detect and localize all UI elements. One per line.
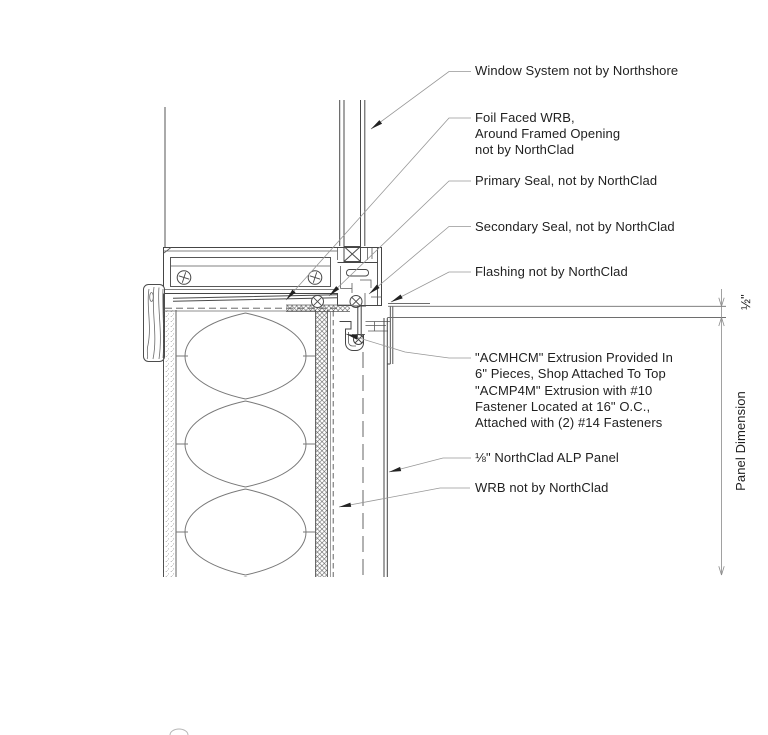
label-alp-panel: ⅛" NorthClad ALP Panel	[475, 450, 619, 465]
gasket-fastener-left	[312, 296, 324, 308]
batt-insulation	[176, 312, 315, 577]
leader-extrusion-note	[346, 334, 471, 358]
label-line: 6" Pieces, Shop Attached To Top	[475, 366, 666, 382]
label-primary-seal: Primary Seal, not by NorthClad	[475, 173, 658, 188]
panel-extrusion	[340, 306, 393, 364]
label-foil-faced-wrb	[475, 110, 620, 158]
wall-assembly	[164, 294, 364, 578]
dimension-lines	[719, 289, 724, 575]
label-panel-dimension: Panel Dimension	[733, 391, 748, 491]
leader-flashing	[391, 272, 471, 302]
alp-panel-face	[384, 318, 387, 577]
label-line: Attached with (2) #14 Fasteners	[475, 415, 663, 431]
label-extrusion-note	[475, 350, 673, 431]
leader-foil-faced	[286, 118, 471, 300]
sill-flashing	[165, 295, 362, 312]
label-line: Around Framed Opening	[475, 126, 621, 141]
leader-secondary-seal	[369, 227, 471, 295]
label-line: not by NorthClad	[475, 142, 575, 157]
label-secondary-seal: Secondary Seal, not by NorthClad	[475, 218, 675, 234]
label-flashing: Flashing not by NorthClad	[475, 264, 628, 279]
leader-wrb	[339, 488, 470, 507]
window-glazing	[165, 100, 372, 262]
flashing-run	[387, 304, 726, 318]
leader-primary-seal	[329, 181, 471, 296]
sheathing-stipple	[164, 310, 177, 577]
label-window-system: Window System not by Northshore	[475, 63, 679, 78]
label-line: "ACMP4M" Extrusion with #10	[475, 382, 653, 398]
leader-window-system	[371, 72, 471, 130]
label-half-inch-dimension: ½"	[738, 294, 753, 310]
sheet-edge-arc	[170, 729, 188, 735]
label-line: Fastener Located at 16" O.C.,	[475, 398, 651, 414]
label-line: Foil Faced WRB,	[475, 110, 575, 125]
wood-blocking	[144, 285, 165, 362]
label-line: "ACMHCM" Extrusion Provided In	[475, 350, 673, 365]
label-wrb: WRB not by NorthClad	[475, 480, 609, 495]
leader-alp-panel	[389, 458, 471, 472]
wrb-layer	[316, 310, 328, 577]
screw-left	[177, 271, 191, 285]
j-trim	[388, 307, 393, 365]
